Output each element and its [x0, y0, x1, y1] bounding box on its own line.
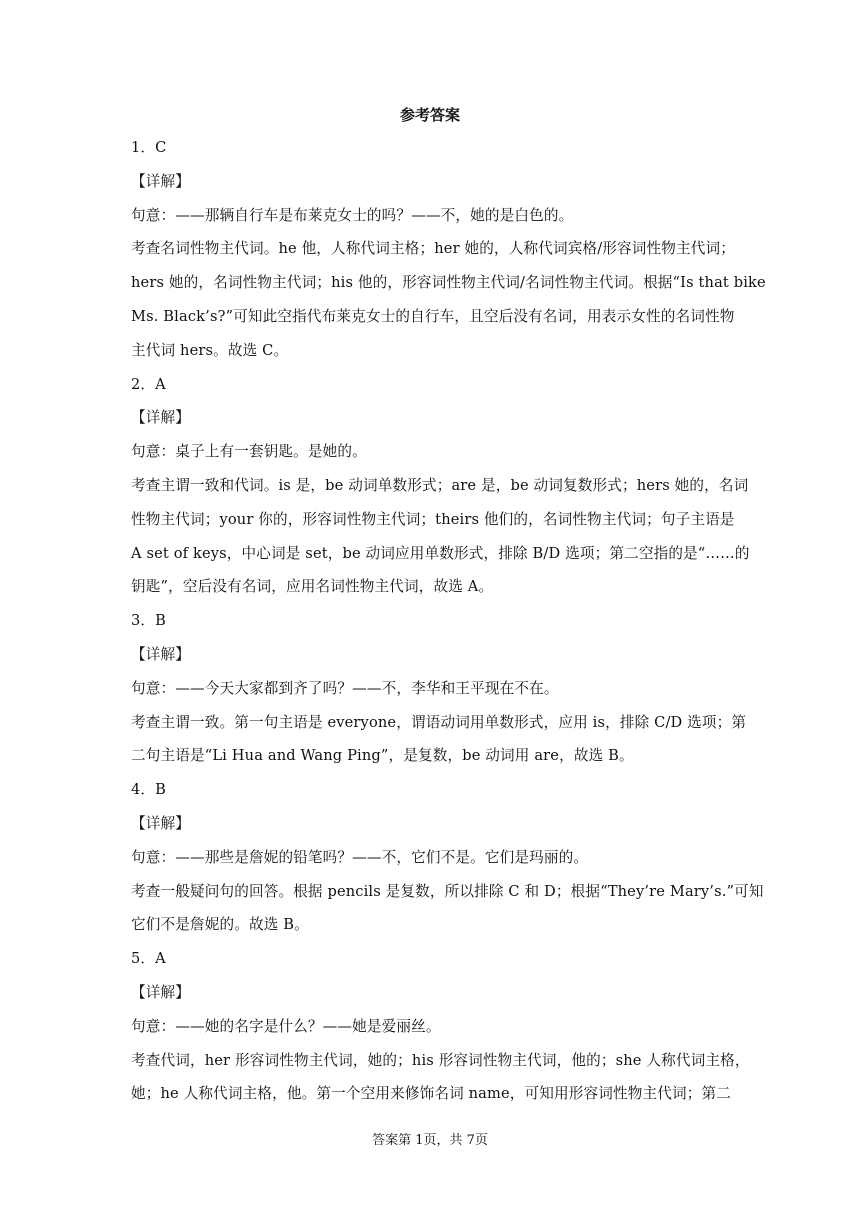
text-line: 考查主谓一致。第一句主语是 everyone，谓语动词用单数形式，应用 is，排除 C/D 选项；第	[131, 713, 747, 731]
text-line: 句意：——那些是詹妮的铅笔吗？——不，它们不是。它们是玛丽的。	[131, 848, 589, 866]
text-line: 句意：——她的名字是什么？——她是爱丽丝。	[131, 1017, 441, 1035]
text-line: 考查名词性物主代词。he 他，人称代词主格；her 她的，人称代词宾格/形容词性物主代词；	[131, 240, 735, 258]
section-heading: 【详解】	[131, 645, 190, 663]
text-line: 考查代词，her 形容词性物主代词，她的；his 形容词性物主代词，他的；she 人称代词主格，	[131, 1051, 750, 1069]
text-line: hers 她的，名词性物主代词；his 他的，形容词性物主代词/名词性物主代词。根据“Is that bike	[131, 274, 766, 292]
section-heading: 【详解】	[131, 409, 190, 427]
page-title: 参考答案	[399, 106, 460, 124]
text-line: 句意：——那辆自行车是布莱克女士的吗？——不，她的是白色的。	[131, 206, 574, 224]
text-line: 主代词 hers。故选 C。	[131, 341, 289, 359]
text-line: 她；he 人称代词主格，他。第一个空用来修饰名词 name，可知用形容词性物主代词；第二	[131, 1085, 731, 1103]
section-heading: 【详解】	[131, 983, 190, 1001]
text-line: 4．B	[131, 781, 167, 799]
text-line: A set of keys，中心词是 set，be 动词应用单数形式，排除 B/D 选项；第二空指的是“……的	[131, 544, 750, 562]
text-line: 5．A	[131, 950, 166, 968]
text-line: 它们不是詹妮的。故选 B。	[131, 916, 309, 934]
text-line: 句意：桌子上有一套钥匙。是她的。	[131, 443, 367, 461]
text-line: 性物主代词；your 你的，形容词性物主代词；theirs 他们的，名词性物主代词；句子主语是	[131, 510, 735, 528]
text-line: 钥匙”，空后没有名词，应用名词性物主代词，故选 A。	[131, 578, 494, 596]
text-line: 2．A	[131, 375, 166, 393]
text-line: Ms. Black’s?”可知此空指代布莱克女士的自行车，且空后没有名词，用表示女性的名词性物	[131, 307, 735, 325]
section-heading: 【详解】	[131, 814, 190, 832]
text-line: 考查一般疑问句的回答。根据 pencils 是复数，所以排除 C 和 D；根据“They’re Mary’s.”可知	[131, 882, 764, 900]
section-heading: 【详解】	[131, 172, 190, 190]
text-line: 句意：——今天大家都到齐了吗？——不，李华和王平现在不在。	[131, 679, 559, 697]
text-line: 3．B	[131, 612, 167, 630]
answer-body	[131, 131, 766, 1111]
text-line: 考查主谓一致和代词。is 是，be 动词单数形式；are 是，be 动词复数形式；hers 她的，名词	[131, 476, 749, 494]
page-footer: 答案第 1页，共 7页	[372, 1133, 488, 1148]
text-line: 二句主语是“Li Hua and Wang Ping”，是复数，be 动词用 are，故选 B。	[131, 747, 634, 765]
text-line: 1．C	[131, 139, 167, 156]
